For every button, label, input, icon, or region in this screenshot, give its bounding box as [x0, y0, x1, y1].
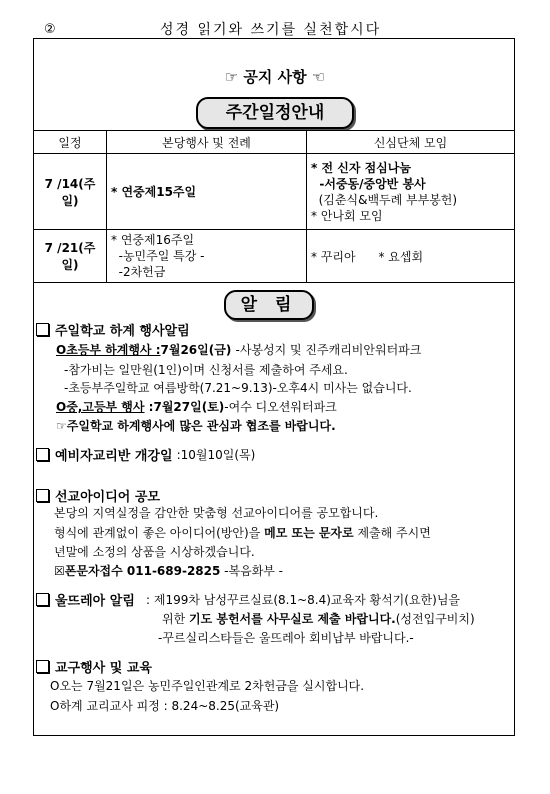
row-main-line: -2차헌금 — [111, 265, 166, 279]
idea-dept: -복음화부 - — [220, 564, 284, 578]
catechism-date: :10월10일(목) — [176, 448, 256, 462]
page-number: ② — [44, 22, 56, 37]
idea-line-2 — [54, 524, 431, 541]
row-main-line: * 연중제15주일 — [111, 185, 197, 199]
section-diocese-title — [36, 657, 152, 676]
idea-line-3: 년말에 소정의 상품을 시상하겠습니다. — [54, 545, 255, 559]
diocese-line-2: O하계 교리교사 피정 : 8.24~8.25(교육관) — [50, 699, 280, 713]
middle-date: :7월27일(토) — [144, 400, 225, 414]
school-vacation-line: -초등부주일학교 여름방학(7.21~9.13)-오후4시 미사는 없습니다. — [64, 381, 412, 395]
notice-title: ☞ 공지 사항 ☜ — [224, 68, 326, 86]
row-date: 7 /14(주일) — [34, 154, 107, 230]
checkbox-icon — [36, 660, 49, 673]
ultreya-line-2 — [162, 610, 475, 627]
elementary-place: -사봉성지 및 진주캐리비안워터파크 — [235, 343, 422, 357]
schedule-heading: 주간일정안내 — [196, 97, 354, 129]
section-title-text: 주일학교 하계 행사알림 — [55, 324, 190, 339]
idea-line-4 — [54, 562, 283, 579]
row-main — [107, 230, 307, 283]
row-group — [307, 154, 515, 230]
idea-line-2a: 형식에 관계없이 좋은 아이디어(방안)을 — [54, 526, 265, 540]
middle-place: -여수 디오션워터파크 — [224, 400, 337, 414]
news-heading: 알 림 — [224, 290, 314, 320]
school-middle-line — [56, 398, 337, 415]
section-catechism-title — [36, 445, 255, 464]
table-row — [34, 154, 515, 230]
section-ultreya-title — [36, 590, 135, 609]
row-main — [107, 154, 307, 230]
idea-line-2b: 메모 또는 문자로 — [264, 526, 354, 540]
row-group-line: (김춘식&백두례 부부봉헌) — [311, 192, 458, 207]
middle-label: O중,고등부 행사 — [56, 400, 145, 414]
checkbox-icon — [36, 323, 49, 336]
ultreya-line-2a: 위한 — [162, 612, 189, 626]
schedule-table — [33, 130, 515, 283]
idea-line-2c: 제출해 주시면 — [353, 526, 431, 540]
section-title-text: 선교아이디어 공모 — [55, 490, 160, 505]
row-date: 7 /21(주일) — [34, 230, 107, 283]
row-group: * 꾸리아 * 요셉회 — [307, 230, 515, 283]
col-date-header: 일정 — [34, 131, 107, 154]
school-elementary-line — [56, 341, 421, 358]
row-group-line: * 안나회 모임 — [311, 208, 383, 223]
row-group-line: * 전 신자 점심나눔 — [311, 160, 411, 175]
section-title-text: 예비자교리반 개강일 — [55, 449, 173, 464]
section-title-text: 울뜨레아 알림 — [55, 594, 135, 609]
idea-phone: ☒폰문자접수 011-689-2825 — [54, 564, 221, 578]
ultreya-line-2b: 기도 봉헌서를 사무실로 제출 바랍니다. — [189, 612, 396, 626]
checkbox-icon — [36, 593, 49, 606]
ultreya-line-3: -꾸르실리스타들은 울뜨레아 회비납부 바랍니다.- — [158, 631, 414, 645]
ultreya-line-1: : 제199차 남성꾸르실료(8.1~8.4)교육자 황석기(요한)님을 — [146, 593, 460, 607]
section-title-text: 교구행사 및 교육 — [55, 661, 152, 676]
school-fee-line: -참가비는 일만원(1인)이며 신청서를 제출하여 주세요. — [64, 363, 348, 377]
idea-line-1: 본당의 지역실정을 감안한 맞춤형 선교아이디어를 공모합니다. — [54, 506, 379, 520]
section-idea-title — [36, 486, 160, 505]
row-group-line: -서중동/중앙반 봉사 — [311, 176, 426, 191]
checkbox-icon — [36, 448, 49, 461]
checkbox-icon — [36, 489, 49, 502]
schedule-header-row — [34, 131, 515, 154]
col-main-header: 본당행사 및 전례 — [107, 131, 307, 154]
ultreya-line-2c: (성전입구비치) — [395, 612, 475, 626]
col-group-header: 신심단체 모임 — [307, 131, 515, 154]
diocese-line-1: O오는 7월21일은 농민주일인관계로 2차헌금을 실시합니다. — [50, 679, 365, 693]
section-school-title — [36, 320, 190, 339]
row-main-line: -농민주일 특강 - — [111, 249, 205, 263]
table-row — [34, 230, 515, 283]
slogan: 성경 읽기와 쓰기를 실천합시다 — [160, 22, 382, 38]
elementary-date: 7월26일(금) — [160, 343, 236, 357]
school-request-line: ☞주일학교 하계행사에 많은 관심과 협조를 바랍니다. — [56, 419, 336, 433]
row-main-line: * 연중제16주일 — [111, 233, 195, 247]
elementary-label: O초등부 하계행사 : — [56, 343, 161, 357]
